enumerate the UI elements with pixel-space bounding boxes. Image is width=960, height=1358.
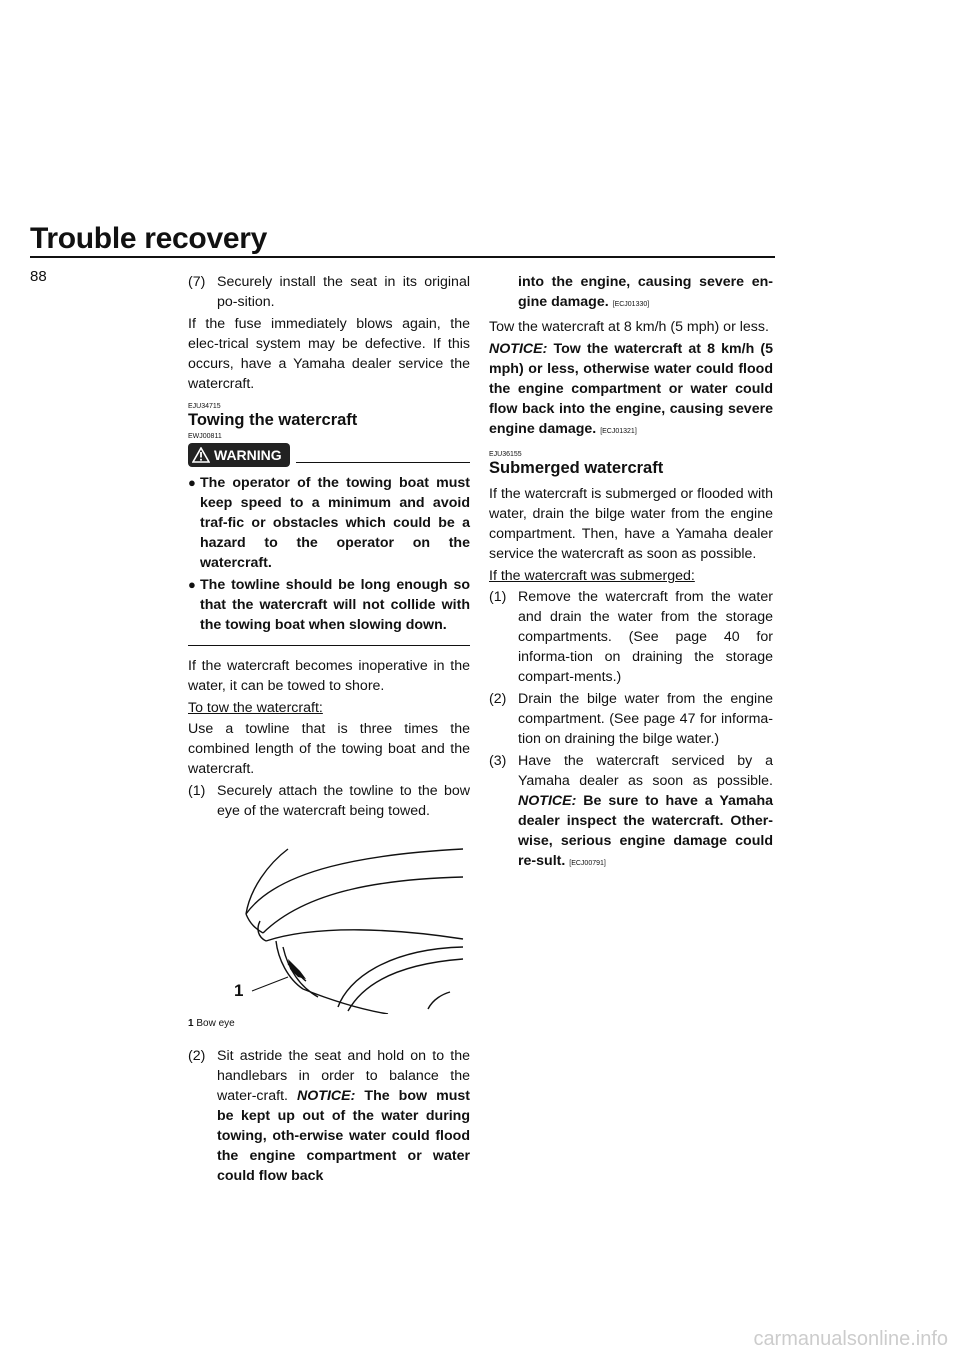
warning-bullet [188, 575, 470, 635]
step-number: (2) [489, 691, 507, 707]
submerged-heading: Submerged watercraft [489, 459, 664, 477]
step-number: (3) [489, 753, 507, 769]
warning-triangle-icon [192, 447, 210, 463]
submerged-step-1 [489, 587, 773, 687]
step-number: (7) [188, 274, 206, 290]
bullet-text: The operator of the towing boat must keep speed to a minimum and avoid traf-fic or obstacles which could be a hazard to the operator on the watercraft. [200, 475, 470, 571]
watermark: carmanualsonline.info [753, 1328, 948, 1350]
figure-caption [188, 1014, 470, 1034]
warning-code: EWJ00811 [188, 433, 222, 440]
notice-text: The bow must be kept up out of the water during towing, oth-erwise water could flood the engine compartment or water could flow back [217, 1088, 470, 1184]
tow-step-2-continued [489, 272, 773, 315]
step-text [518, 272, 773, 315]
notice-paragraph [489, 339, 773, 442]
step-number: (2) [188, 1048, 206, 1064]
warning-line [296, 462, 470, 463]
step-text: Securely attach the towline to the bow eye of the watercraft being towed. [217, 783, 470, 819]
step-text: Securely install the seat in its original po-sition. [217, 274, 470, 310]
caption-text: Bow eye [196, 1018, 235, 1029]
caption-number: 1 [188, 1018, 194, 1029]
step-text [217, 1046, 470, 1186]
bullet-dot-icon: ● [188, 475, 196, 490]
page-title: Trouble recovery [30, 222, 267, 255]
notice-code: [ECJ00791] [569, 860, 606, 867]
figure-callout: 1 [234, 981, 244, 1000]
notice-text: Be sure to have a Yamaha dealer inspect the watercraft. Other-wise, serious engine damage could re-sult. [518, 793, 773, 869]
section-code: EJU36155 [489, 451, 522, 458]
inoperative-paragraph: If the watercraft becomes inoperative in the water, it can be towed to shore. [188, 658, 470, 694]
fuse-paragraph: If the fuse immediately blows again, the elec-trical system may be defective. If this occurs, have a Yamaha dealer service the watercraft. [188, 316, 470, 392]
notice-text-continued: into the engine, causing severe en-gine damage. [518, 274, 773, 310]
towline-paragraph: Use a towline that is three times the combined length of the towing boat and the watercraft. [188, 721, 470, 777]
tow-step-1 [188, 781, 470, 821]
notice-label: NOTICE: [518, 793, 577, 809]
towing-heading: Towing the watercraft [188, 411, 358, 429]
left-column [188, 272, 470, 1188]
warning-bullet [188, 473, 470, 573]
notice-code: [ECJ01321] [600, 428, 637, 435]
tow-step-2 [188, 1046, 470, 1186]
warning-label: WARNING [214, 447, 282, 463]
notice-label: NOTICE: [297, 1088, 356, 1104]
warning-bullets [188, 473, 470, 635]
step-number: (1) [188, 783, 206, 799]
step-text: Remove the watercraft from the water and drain the water from the storage compartments. (See page 40 for informa-tion on draining the storage compart-ments.) [518, 589, 773, 685]
bullet-text: The towline should be long enough so that the watercraft will not collide with the towing boat when slowing down. [200, 577, 470, 633]
tow-speed-paragraph: Tow the watercraft at 8 km/h (5 mph) or less. [489, 319, 769, 335]
notice-code: [ECJ01330] [612, 301, 650, 308]
notice-text: Tow the watercraft at 8 km/h (5 mph) or less, otherwise water could flood the engine compartment or water could flow back into the engine, causing severe engine damage. [489, 341, 773, 437]
step-text [518, 751, 773, 874]
tow-subheading: To tow the watercraft: [188, 700, 323, 716]
submerged-step-3 [489, 751, 773, 874]
page-number: 88 [30, 268, 47, 285]
bow-illustration [188, 829, 470, 1014]
submerged-paragraph: If the watercraft is submerged or flooded with water, drain the bilge water from the engine compartment. Then, have a Yamaha dealer service the watercraft as soon as possible. [489, 486, 773, 562]
section-code: EJU34715 [188, 403, 221, 410]
warning-header [188, 443, 470, 467]
warning-end-rule [188, 645, 470, 646]
step-number: (1) [489, 589, 507, 605]
step-7 [188, 272, 470, 312]
bullet-dot-icon: ● [188, 577, 196, 592]
warning-badge [188, 443, 290, 467]
right-column [489, 272, 773, 876]
step-text: Drain the bilge water from the engine compartment. (See page 47 for informa-tion on draining the bilge water.) [518, 691, 773, 747]
title-rule [30, 256, 775, 258]
bow-eye-figure [188, 829, 470, 1014]
submerged-subheading: If the watercraft was submerged: [489, 568, 695, 584]
notice-label: NOTICE: [489, 341, 548, 357]
step-3-text: Have the watercraft serviced by a Yamaha dealer as soon as possible. [518, 753, 773, 789]
submerged-step-2 [489, 689, 773, 749]
step-2-text: Sit astride the seat and hold on to the handlebars in order to balance the water-craft. [217, 1048, 470, 1104]
